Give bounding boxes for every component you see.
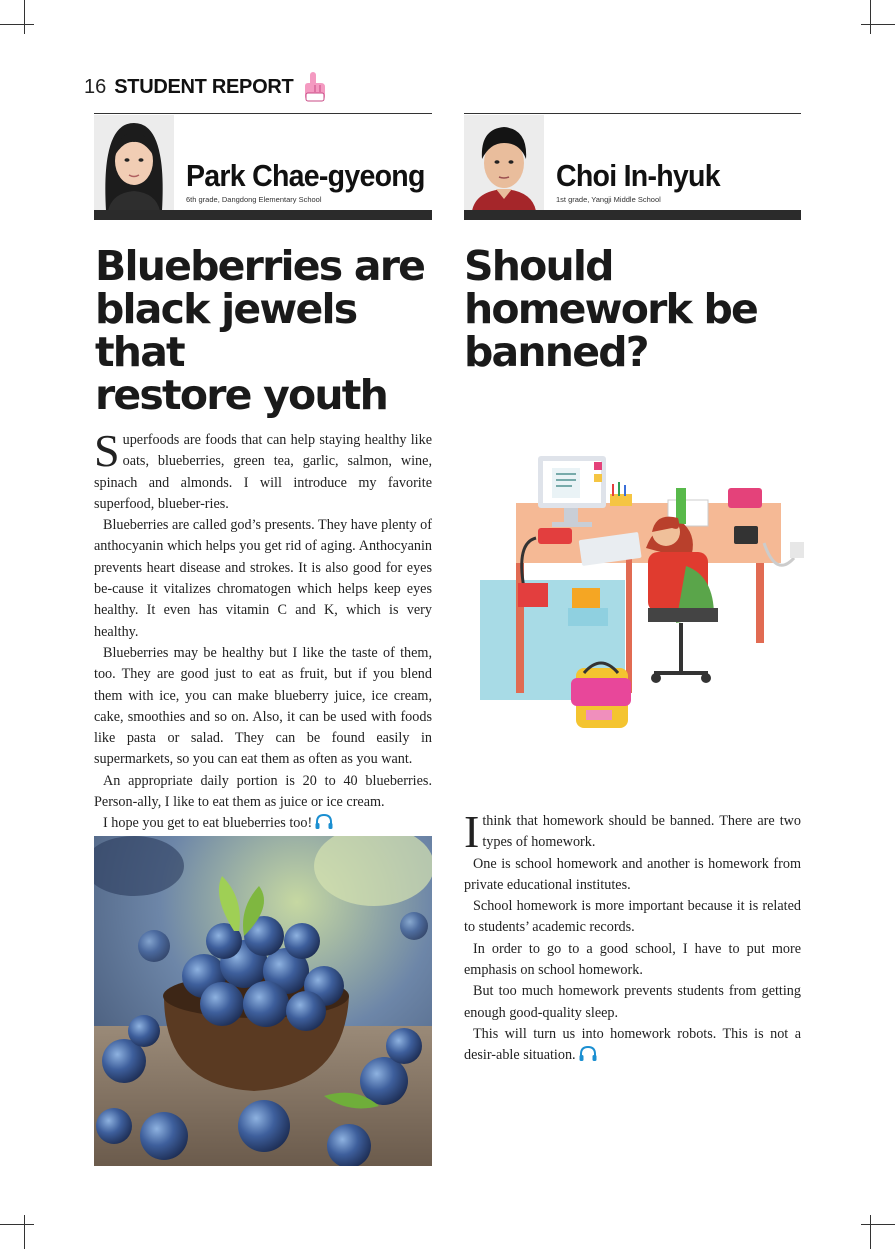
dropcap: S [94,425,120,476]
headline-left [95,242,440,419]
article-body-left [94,425,432,835]
paragraph [464,806,801,857]
paragraph: School homework is more important because it is related to students’ academic records. [464,898,801,936]
section-title: STUDENT REPORT [114,75,294,98]
paragraph-text: I hope you get to eat blueberries too! [103,815,313,832]
crop-mark [24,0,25,34]
author-name: Choi In-hyuk [556,158,720,193]
paragraph-text: This will turn us into homework robots. This is not a desir-able situation. [464,1025,801,1064]
author-name: Park Chae-gyeong [186,158,425,193]
blueberries-photo [94,836,432,1166]
author-block-left [94,113,432,220]
crop-mark [24,1215,25,1249]
article-body-right [464,806,801,1067]
author-bar [94,210,432,220]
paragraph: Blueberries may be healthy but I like the taste of them, too. They are good just to eat as fruit, but if you blend them with ice, you can make blueberry juice, ice cream, cake, smoothies and so on. Also, it can be used with foods like pasta or salad. They can be found easily in supermarkets, so you can eat them as often as you want. [94,644,432,768]
page-number: 16 [84,75,107,98]
headphones-icon [579,1046,597,1062]
page-header [84,72,327,102]
headline-line: black jewels that [95,285,357,376]
crop-mark [0,1224,34,1225]
headline-line: Blueberries are [95,242,425,290]
paragraph: But too much homework prevents students from getting enough good-quality sleep. [464,983,801,1021]
paragraph: An appropriate daily portion is 20 to 40 blueberries. Person-ally, I like to eat them as juice or ice cream. [94,772,432,811]
paragraph: Blueberries are called god’s presents. They have plenty of anthocyanin which helps you get rid of aging. Anthocyanin prevents heart disease and strokes. It is also good for eyes be-cause it vitalizes chromatogen which helps keep eyes healthy. It even has vitamin C and K, which is very healthy. [94,517,432,640]
paragraph [94,813,432,834]
crop-mark [870,0,871,34]
paragraph [94,425,432,515]
crop-mark [861,24,895,25]
headline-line: restore youth [95,371,387,419]
author-bar [464,210,801,220]
author-photo [94,115,174,211]
paragraph: In order to go to a good school, I have to put more emphasis on school homework. [464,940,801,979]
crop-mark [861,1224,895,1225]
paragraph-text: think that homework should be banned. There are two types of homework. [482,813,801,851]
girl-studying-illustration [476,448,806,740]
dropcap: I [464,806,480,857]
headline-line: banned? [464,328,648,376]
paragraph [464,1024,801,1067]
headline-line: homework be [464,285,758,333]
author-photo [464,115,544,211]
crop-mark [870,1215,871,1249]
author-block-right [464,113,801,220]
author-school: 6th grade, Dangdong Elementary School [186,195,322,204]
pointing-hand-icon [301,72,327,102]
paragraph-text: uperfoods are foods that can help staying healthy like oats, blueberries, green tea, garlic, salmon, wine, spinach and almonds. I will introduce my favorite superfood, blueber-ries. [94,432,432,512]
headline-line: Should [464,242,613,290]
headline-right [464,242,809,376]
paragraph: One is school homework and another is homework from private educational institutes. [464,855,801,893]
crop-mark [0,24,34,25]
headphones-icon [315,814,333,830]
author-school: 1st grade, Yangji Middle School [556,195,661,204]
